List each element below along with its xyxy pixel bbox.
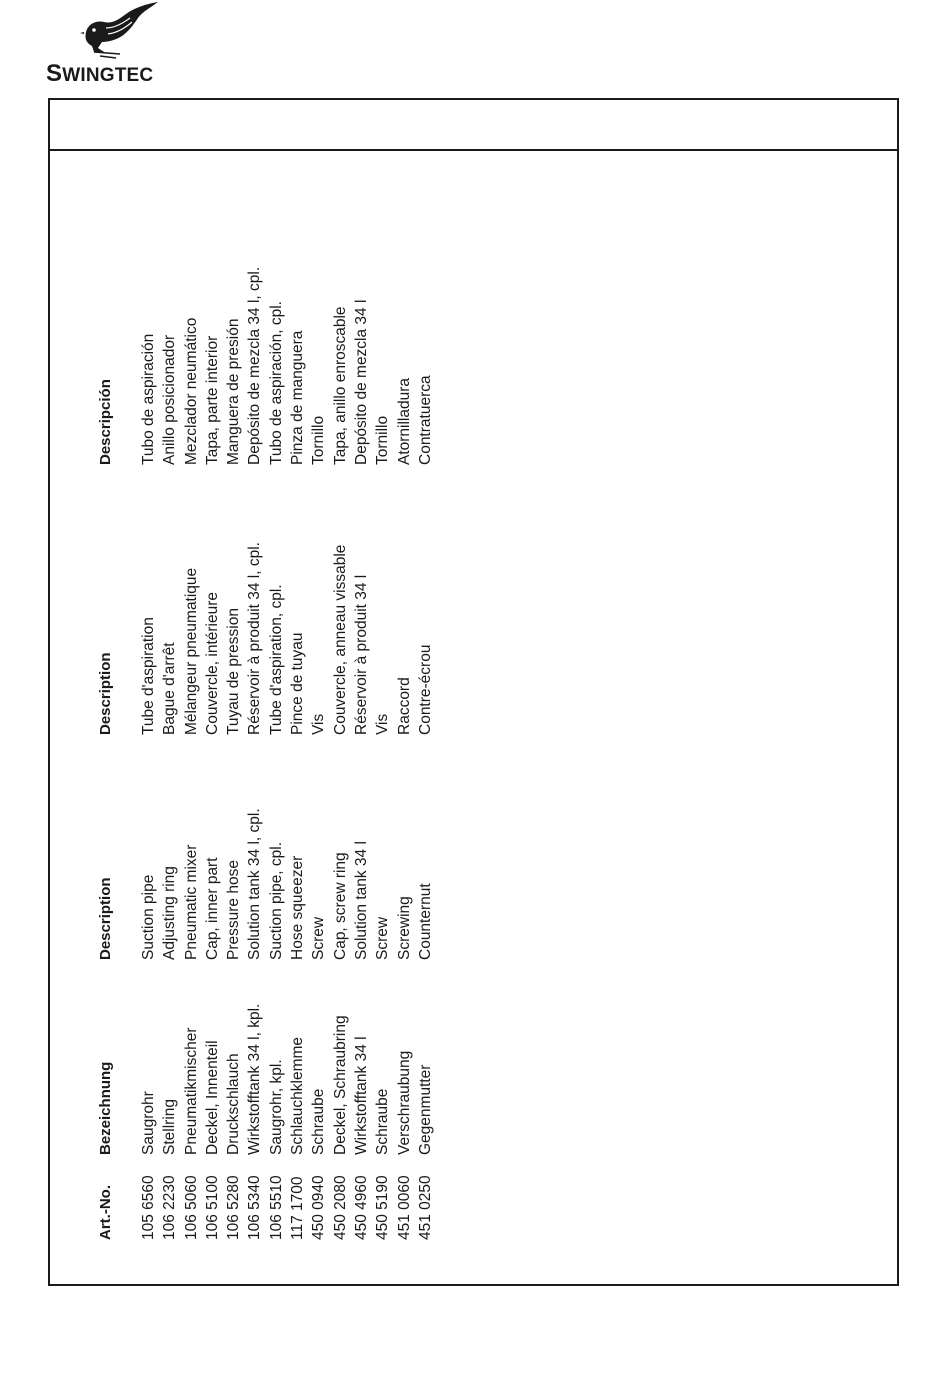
table-cell: Counternut [416, 883, 434, 960]
table-cell: Solution tank 34 l [352, 841, 370, 960]
column-descripcion-es [96, 266, 434, 465]
column-description-en [96, 808, 434, 960]
table-cell: Contre-écrou [416, 644, 434, 735]
table-cell: Saugrohr, kpl. [267, 1059, 285, 1155]
table-cell: Mélangeur pneumatique [182, 567, 200, 735]
column-header: Bezeichnung [97, 1061, 114, 1155]
table-cell: Bague d'arrêt [161, 642, 179, 735]
column-header: Art.-No. [97, 1185, 114, 1240]
table-cell: 117 1700 [289, 1176, 307, 1240]
table-cell: 106 5280 [225, 1175, 243, 1240]
table-cell: Tornillo [310, 415, 328, 465]
table-cell: Pinza de manguera [289, 330, 307, 465]
table-cell: Tube d'aspiration, cpl. [267, 584, 285, 735]
table-cell: Pneumatic mixer [182, 844, 200, 960]
table-cell: Deckel, Innenteil [203, 1040, 221, 1155]
table-cell: Deckel, Schraubring [331, 1015, 349, 1155]
table-cell: Stellring [161, 1099, 179, 1155]
table-cell: Verschraubung [395, 1050, 413, 1155]
table-cell: 105 6560 [140, 1175, 157, 1240]
table-cell: Schraube [310, 1088, 328, 1155]
table-cell: Pressure hose [225, 860, 243, 960]
table-cell: 106 5510 [267, 1175, 285, 1240]
table-cell: Tornillo [374, 415, 392, 465]
swingtec-logo [46, 2, 161, 86]
table-cell: 106 2230 [161, 1175, 179, 1240]
table-cell: 451 0250 [416, 1175, 434, 1240]
table-cell: Atornilladura [395, 377, 413, 465]
table-cell: 450 4960 [352, 1175, 370, 1240]
table-cell: Screw [374, 916, 392, 960]
table-cell: Réservoir à produit 34 l, cpl. [246, 542, 264, 735]
column-description-fr [96, 542, 434, 735]
table-cell: 451 0060 [395, 1175, 413, 1240]
table-cell: Schlauchklemme [289, 1036, 307, 1155]
table-cell: Réservoir à produit 34 l [352, 574, 370, 735]
table-cell: Adjusting ring [161, 866, 179, 960]
column-header: Description [97, 877, 114, 960]
table-cell: Depósito de mezcla 34 l [352, 299, 370, 465]
table-cell: Cap, inner part [203, 857, 221, 960]
table-cell: 450 0940 [310, 1175, 328, 1240]
table-cell: Screw [310, 916, 328, 960]
table-cell: Schraube [374, 1088, 392, 1155]
table-cell: Manguera de presión [225, 318, 243, 465]
logo-text-cap: S [46, 60, 63, 87]
table-cell: Couvercle, intérieure [203, 591, 221, 735]
table-cell: Anillo posicionador [161, 334, 179, 465]
column-bezeichnung [96, 1003, 434, 1155]
table-cell: Tapa, anillo enroscable [331, 306, 349, 465]
table-cell: Screwing [395, 896, 413, 960]
table-cell: Couvercle, anneau vissable [331, 544, 349, 735]
column-art-no [96, 1175, 434, 1240]
table-cell: Contratuerca [416, 375, 434, 465]
header-divider [50, 149, 897, 151]
table-cell: Pince de tuyau [289, 632, 307, 735]
table-cell: Suction pipe [140, 874, 157, 960]
table-cell: 106 5340 [246, 1175, 264, 1240]
table-cell: Tubo de aspiración [140, 333, 157, 465]
table-cell: Pneumatikmischer [182, 1027, 200, 1155]
bird-icon [80, 2, 160, 60]
column-header: Descripción [97, 379, 114, 465]
table-cell: Saugrohr [140, 1091, 157, 1155]
table-cell: Wirkstofftank 34 l [352, 1036, 370, 1155]
table-cell: Wirkstofftank 34 l, kpl. [246, 1003, 264, 1155]
table-cell: Druckschlauch [225, 1053, 243, 1155]
table-cell: 450 2080 [331, 1175, 349, 1240]
table-cell: Mezclador neumático [182, 317, 200, 465]
table-cell: Tuyau de pression [225, 608, 243, 735]
table-cell: Depósito de mezcla 34 l, cpl. [246, 266, 264, 465]
table-cell: Cap, screw ring [331, 852, 349, 960]
table-cell: 106 5100 [203, 1175, 221, 1240]
table-cell: Tapa, parte interior [203, 335, 221, 465]
table-cell: Tubo de aspiración, cpl. [267, 301, 285, 465]
table-cell: 450 5190 [374, 1175, 392, 1240]
table-cell: Vis [374, 713, 392, 735]
table-cell: Solution tank 34 l, cpl. [246, 808, 264, 960]
table-cell: Tube d'aspiration [140, 617, 157, 735]
table-cell: Vis [310, 713, 328, 735]
logo-text-rest: WINGTEC [62, 65, 154, 86]
table-cell: Raccord [395, 677, 413, 735]
table-cell: Hose squeezer [289, 855, 307, 960]
table-cell: Suction pipe, cpl. [267, 841, 285, 960]
table-cell: Gegenmutter [416, 1064, 434, 1155]
parts-table [96, 180, 436, 1240]
column-header: Description [97, 652, 114, 735]
table-cell: 106 5060 [182, 1175, 200, 1240]
